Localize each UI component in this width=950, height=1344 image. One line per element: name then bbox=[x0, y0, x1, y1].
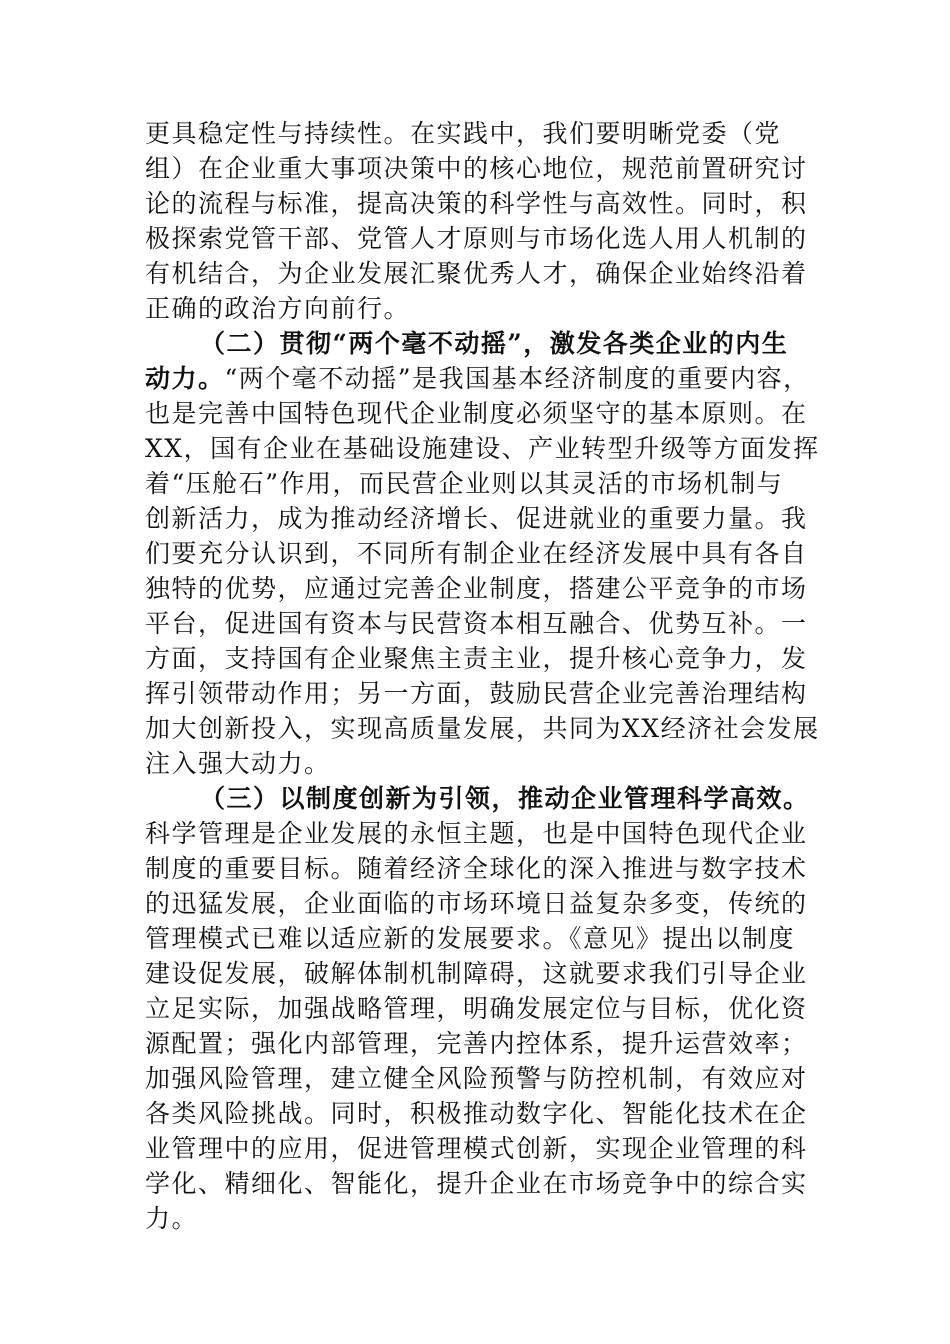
text-line bbox=[145, 992, 808, 1026]
text-line bbox=[145, 467, 783, 501]
text-line bbox=[145, 887, 808, 921]
body-text: 注入强大动力。 bbox=[145, 749, 331, 778]
body-text: 挥引领带动作用；另一方面，鼓励民营企业完善治理结构 bbox=[145, 679, 808, 708]
text-line bbox=[145, 1097, 808, 1131]
text-line bbox=[145, 677, 808, 711]
body-text: 力。 bbox=[145, 1204, 199, 1233]
text-line bbox=[200, 782, 810, 816]
text-line bbox=[145, 502, 808, 536]
text-line bbox=[145, 817, 808, 851]
body-text: 平台，促进国有资本与民营资本相互融合、优势互补。一 bbox=[145, 609, 808, 638]
text-line bbox=[145, 1132, 808, 1166]
body-text: 方面，支持国有企业聚焦主责主业，提升核心竞争力，发 bbox=[145, 644, 808, 673]
text-line bbox=[145, 712, 820, 746]
text-line bbox=[145, 257, 808, 291]
text-line bbox=[145, 152, 808, 186]
section-heading: （三）以制度创新为引领，推动企业管理科学高效。 bbox=[200, 784, 810, 813]
text-line bbox=[145, 747, 331, 781]
body-text: 论的流程与标准，提高决策的科学性与高效性。同时，积 bbox=[145, 189, 808, 218]
body-text: 着“压舱石”作用，而民营企业则以其灵活的市场机制与 bbox=[145, 469, 784, 498]
body-text: 更具稳定性与持续性。在实践中，我们要明晰党委（党 bbox=[145, 119, 782, 148]
body-text: 科学管理是企业发展的永恒主题，也是中国特色现代企业 bbox=[145, 819, 808, 848]
text-line bbox=[145, 537, 808, 571]
text-line bbox=[145, 922, 795, 956]
text-line bbox=[145, 432, 820, 466]
body-text: 们要充分认识到，不同所有制企业在经济发展中具有各自 bbox=[145, 539, 808, 568]
text-line bbox=[145, 362, 810, 396]
text-line bbox=[145, 1202, 198, 1236]
body-text: 组）在企业重大事项决策中的核心地位，规范前置研究讨 bbox=[145, 154, 808, 183]
body-text: 创新活力，成为推动经济增长、促进就业的重要力量。我 bbox=[145, 504, 808, 533]
body-text: 加大创新投入，实现高质量发展，共同为XX经济社会发展 bbox=[145, 714, 820, 743]
body-text: XX，国有企业在基础设施建设、产业转型升级等方面发挥 bbox=[145, 434, 820, 463]
text-line bbox=[145, 292, 410, 326]
text-line bbox=[145, 607, 808, 641]
text-line bbox=[145, 957, 808, 991]
body-text: 的迅猛发展，企业面临的市场环境日益复杂多变，传统的 bbox=[145, 889, 808, 918]
text-line bbox=[145, 397, 808, 431]
text-line bbox=[145, 642, 808, 676]
body-text: 极探索党管干部、党管人才原则与市场化选人用人机制的 bbox=[145, 224, 808, 253]
body-text: 各类风险挑战。同时，积极推动数字化、智能化技术在企 bbox=[145, 1099, 808, 1128]
body-text: 制度的重要目标。随着经济全球化的深入推进与数字技术 bbox=[145, 854, 808, 883]
section-heading: 动力。 bbox=[145, 364, 225, 393]
body-text: 独特的优势，应通过完善企业制度，搭建公平竞争的市场 bbox=[145, 574, 808, 603]
body-text: 源配置；强化内部管理，完善内控体系，提升运营效率； bbox=[145, 1029, 808, 1058]
text-line bbox=[145, 1027, 808, 1061]
body-text: 学化、精细化、智能化，提升企业在市场竞争中的综合实 bbox=[145, 1169, 808, 1198]
body-text: 加强风险管理，建立健全风险预警与防控机制，有效应对 bbox=[145, 1064, 808, 1093]
body-text: 正确的政治方向前行。 bbox=[145, 294, 411, 323]
text-line bbox=[145, 1062, 808, 1096]
body-text: 立足实际，加强战略管理，明确发展定位与目标，优化资 bbox=[145, 994, 808, 1023]
body-text: 有机结合，为企业发展汇聚优秀人才，确保企业始终沿着 bbox=[145, 259, 808, 288]
body-text: 建设促发展，破解体制机制障碍，这就要求我们引导企业 bbox=[145, 959, 808, 988]
text-line bbox=[145, 117, 781, 151]
body-text: 管理模式已难以适应新的发展要求。《意见》提出以制度 bbox=[145, 924, 796, 953]
section-heading: （二）贯彻“两个毫不动摇”，激发各类企业的内生 bbox=[200, 329, 789, 358]
text-line bbox=[145, 222, 808, 256]
text-line bbox=[145, 852, 808, 886]
text-line bbox=[145, 572, 808, 606]
text-line bbox=[145, 1167, 808, 1201]
text-line bbox=[200, 327, 788, 361]
text-line bbox=[145, 187, 808, 221]
body-text: 业管理中的应用，促进管理模式创新，实现企业管理的科 bbox=[145, 1134, 808, 1163]
body-text: 也是完善中国特色现代企业制度必须坚守的基本原则。在 bbox=[145, 399, 808, 428]
body-text: “两个毫不动摇”是我国基本经济制度的重要内容， bbox=[224, 364, 810, 393]
